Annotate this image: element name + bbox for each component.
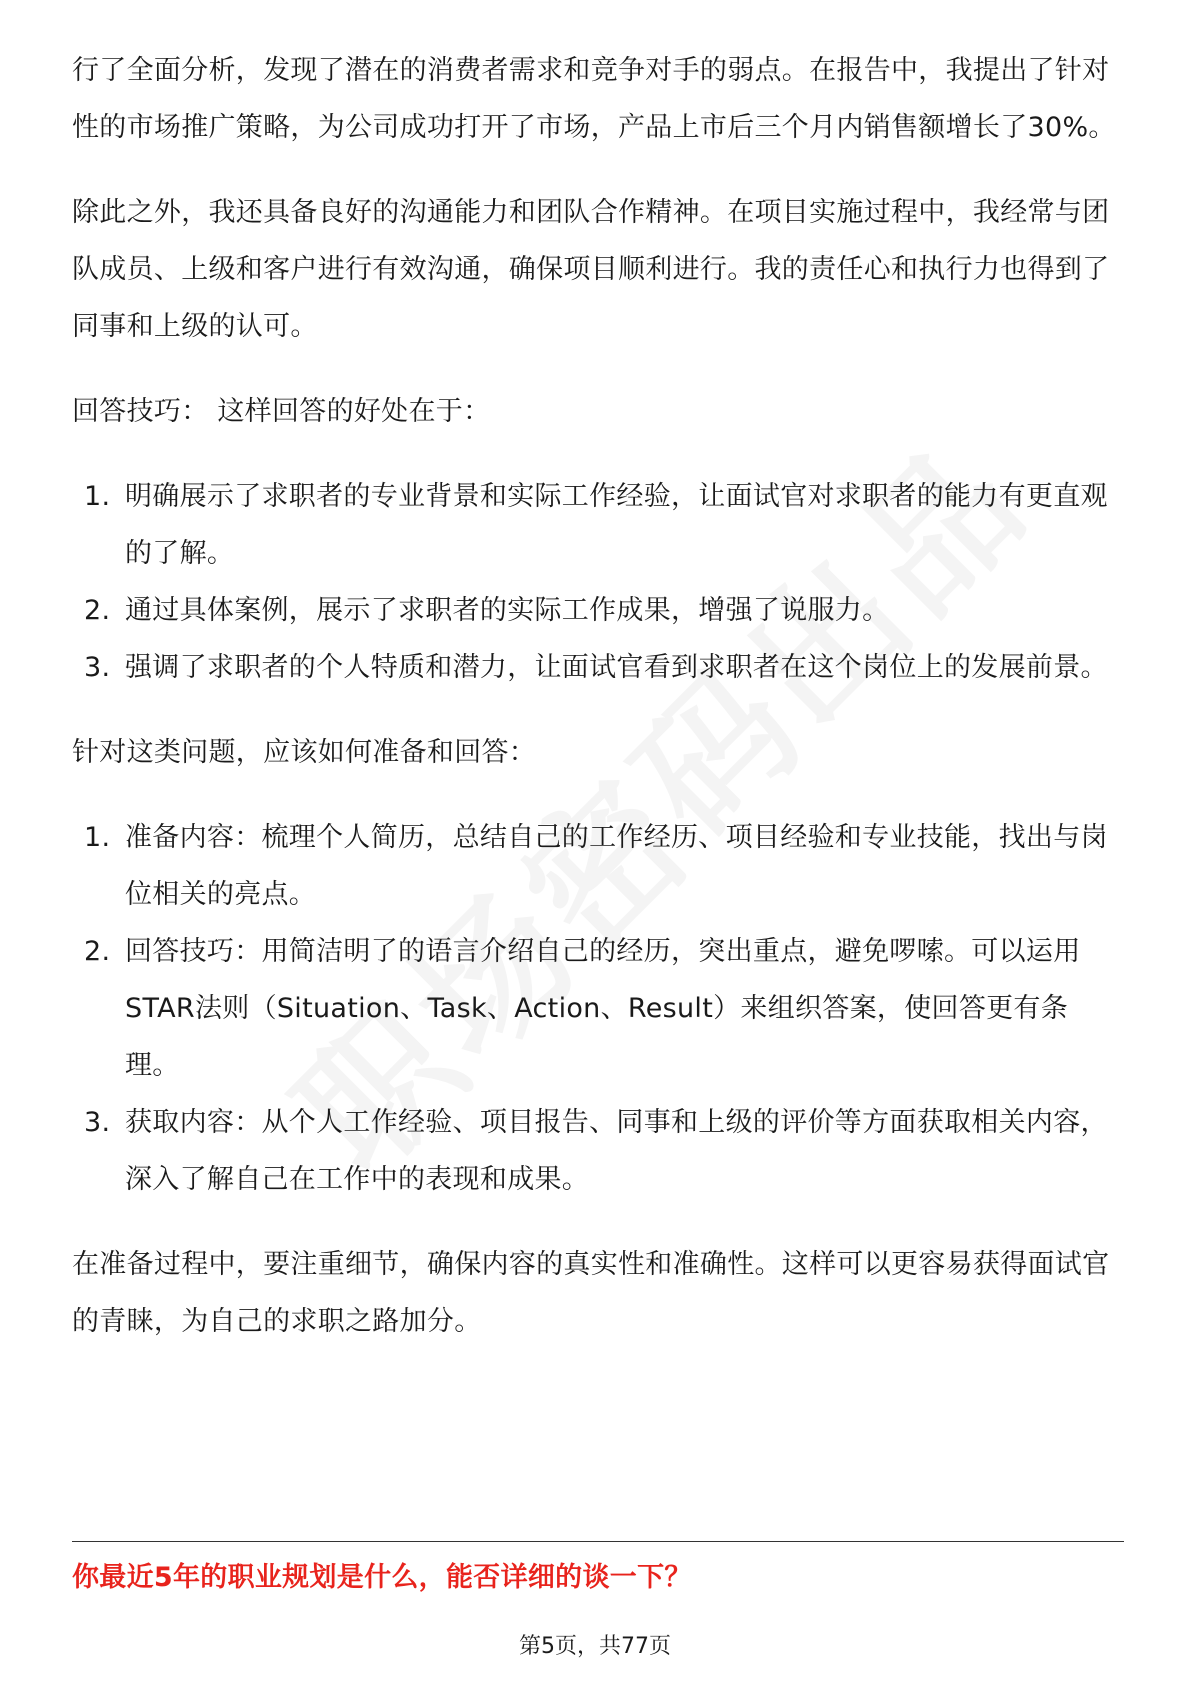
list-item-number: 3. <box>84 1107 111 1138</box>
paragraph-communication: 除此之外，我还具备良好的沟通能力和团队合作精神。在项目实施过程中，我经常与团队成员、上级和客户进行有效沟通，确保项目顺利进行。我的责任心和执行力也得到了同事和上级的认可。 <box>72 197 1110 342</box>
list-item-text: 回答技巧：用简洁明了的语言介绍自己的经历，突出重点，避免啰嗦。可以运用STAR法则（Situation、Task、Action、Result）来组织答案，使回答更有条理。 <box>125 936 1081 1081</box>
preparation-list <box>72 809 1122 1208</box>
list-item <box>72 923 1122 1094</box>
paragraph-conclusion: 在准备过程中，要注重细节，确保内容的真实性和准确性。这样可以更容易获得面试官的青睐，为自己的求职之路加分。 <box>72 1249 1110 1337</box>
list-item-number: 1. <box>84 481 111 512</box>
list-item-number: 3. <box>84 652 111 683</box>
list-item <box>72 639 1122 696</box>
benefits-list <box>72 468 1122 696</box>
list-item <box>72 1094 1122 1208</box>
list-item <box>72 582 1122 639</box>
paragraph-analysis-result: 行了全面分析，发现了潜在的消费者需求和竞争对手的弱点。在报告中，我提出了针对性的市场推广策略，为公司成功打开了市场，产品上市后三个月内销售额增长了30%。 <box>72 55 1116 143</box>
paragraph-answer-tips-heading: 回答技巧： 这样回答的好处在于： <box>72 396 491 427</box>
list-item-text: 获取内容：从个人工作经验、项目报告、同事和上级的评价等方面获取相关内容，深入了解自己在工作中的表现和成果。 <box>125 1107 1108 1195</box>
list-item-text: 通过具体案例，展示了求职者的实际工作成果，增强了说服力。 <box>125 595 890 626</box>
list-item <box>72 809 1122 923</box>
list-item-text: 明确展示了求职者的专业背景和实际工作经验，让面试官对求职者的能力有更直观的了解。 <box>125 481 1108 569</box>
list-item-number: 2. <box>84 936 111 967</box>
page-number-footer: 第5页，共77页 <box>519 1634 671 1659</box>
paragraph-preparation-heading: 针对这类问题，应该如何准备和回答： <box>72 737 537 768</box>
list-item-number: 2. <box>84 595 111 626</box>
list-item-text: 强调了求职者的个人特质和潜力，让面试官看到求职者在这个岗位上的发展前景。 <box>125 652 1108 683</box>
list-item <box>72 468 1122 582</box>
question-heading: 你最近5年的职业规划是什么，能否详细的谈一下？ <box>72 1562 692 1593</box>
section-divider <box>72 1541 1124 1542</box>
document-body <box>72 42 1122 1378</box>
list-item-number: 1. <box>84 822 111 853</box>
list-item-text: 准备内容：梳理个人简历，总结自己的工作经历、项目经验和专业技能，找出与岗位相关的亮点。 <box>125 822 1108 910</box>
